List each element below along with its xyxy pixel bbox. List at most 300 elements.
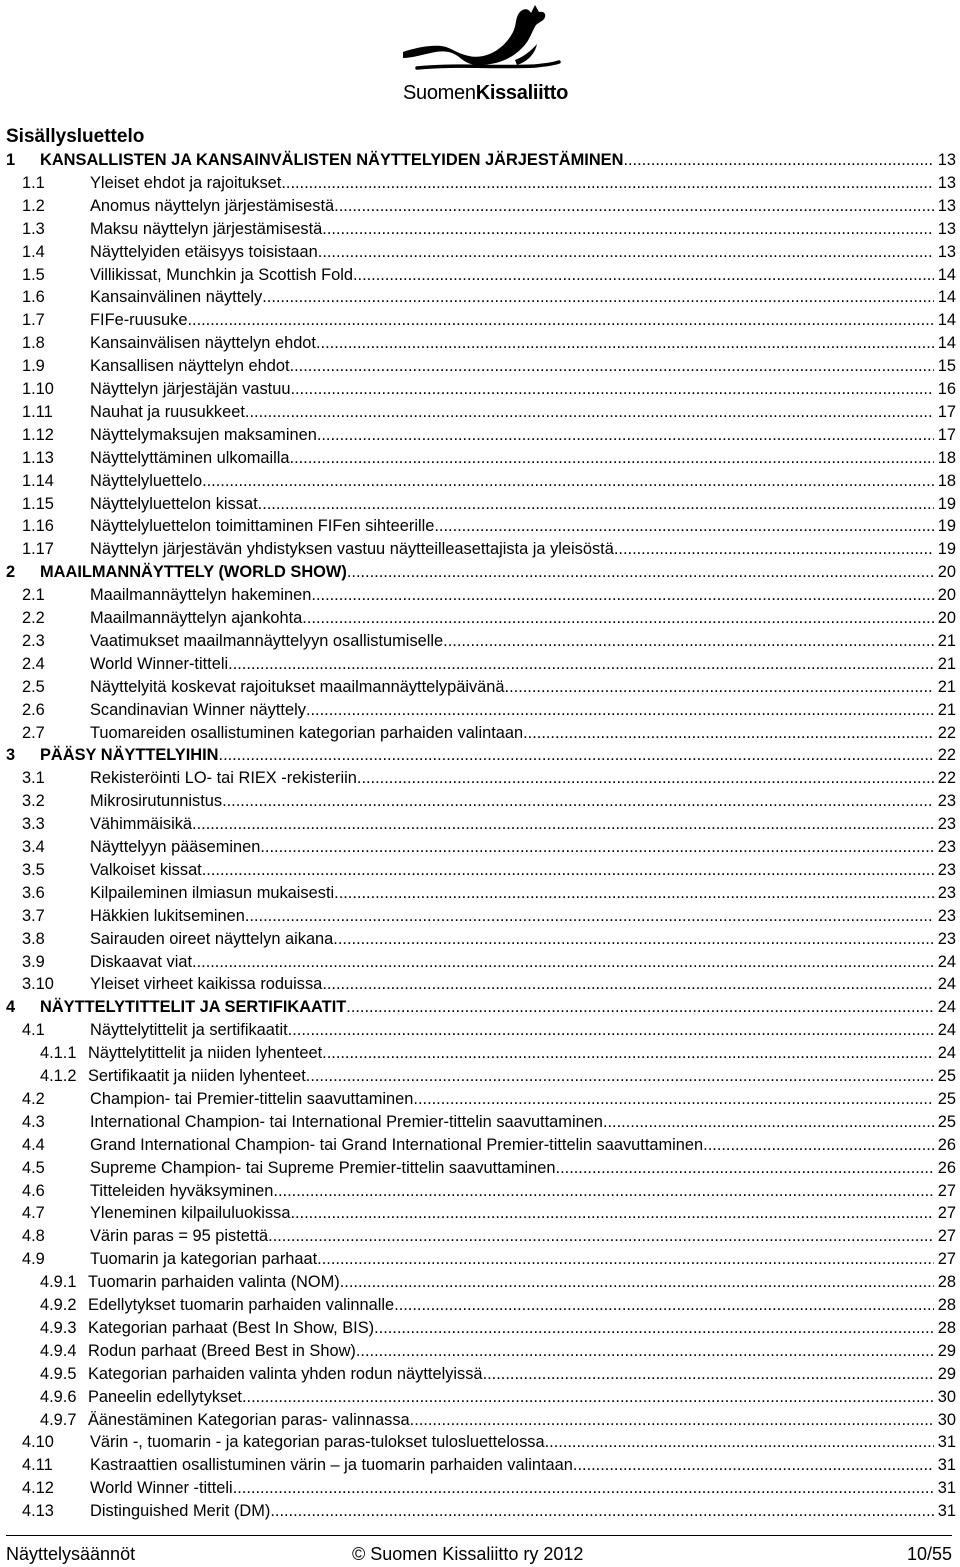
toc-entry-page: 17 — [937, 402, 956, 421]
toc-entry[interactable] — [0, 1477, 960, 1499]
toc-entry-title: Diskaavat viat — [90, 952, 193, 971]
toc-dot-leader — [374, 1317, 934, 1339]
toc-dot-leader — [357, 767, 934, 789]
toc-entry-title: Näyttelyyn pääseminen — [90, 838, 261, 856]
toc-entry[interactable] — [0, 286, 960, 308]
toc-entry-title: Kilpaileminen ilmiasun mukaisesti — [90, 883, 335, 902]
toc-entry-number: 1.3 — [22, 219, 45, 238]
toc-entry-title: Äänestäminen Kategorian paras- valinnassa — [88, 1410, 410, 1429]
toc-dot-leader — [222, 790, 934, 812]
toc-entry-title: Vähimmäisikä — [90, 815, 193, 834]
toc-entry-number: 4.13 — [22, 1502, 54, 1521]
toc-entry[interactable] — [0, 424, 960, 446]
toc-entry-title: Värin -, tuomarin - ja kategorian paras-tulokset tulosluettelossa — [90, 1433, 545, 1452]
toc-entry-page: 14 — [937, 265, 956, 284]
toc-dot-leader — [306, 699, 934, 721]
toc-entry-number: 4.9.1 — [40, 1273, 77, 1292]
toc-entry-number: 1.10 — [22, 380, 54, 398]
toc-dot-leader — [318, 241, 934, 263]
toc-dot-leader — [260, 836, 934, 858]
toc-dot-leader — [228, 653, 934, 675]
toc-entry[interactable] — [0, 1500, 960, 1522]
toc-entry-title: KANSALLISTEN JA KANSAINVÄLISTEN NÄYTTELYIDEN JÄRJESTÄMINEN — [40, 151, 624, 169]
toc-entry[interactable] — [0, 1019, 960, 1041]
toc-entry-title: Kansainvälinen näyttely — [90, 288, 263, 307]
toc-title: Sisällysluettelo — [6, 126, 145, 147]
toc-entry-page: 30 — [937, 1410, 956, 1429]
toc-entry-page: 22 — [937, 769, 956, 788]
toc-entry[interactable] — [0, 264, 960, 286]
toc-entry-title: Kansainvälisen näyttelyn ehdot — [90, 334, 316, 353]
toc-entry[interactable] — [0, 470, 960, 492]
toc-dot-leader — [483, 1363, 934, 1385]
toc-dot-leader — [302, 607, 934, 629]
toc-entry-number: 4.4 — [22, 1135, 45, 1154]
footer-page-number: 10/55 — [906, 1544, 952, 1564]
toc-dot-leader — [334, 882, 934, 904]
toc-dot-leader — [316, 332, 934, 354]
toc-entry-page: 27 — [937, 1204, 956, 1223]
toc-dot-leader — [434, 515, 934, 537]
toc-entry-title: Häkkien lukitseminen — [90, 906, 245, 925]
toc-entry[interactable] — [0, 1248, 960, 1270]
toc-dot-leader — [219, 744, 934, 766]
toc-entry-title: Rekisteröinti LO- tai RIEX -rekisteriin — [90, 769, 357, 788]
toc-dot-leader — [288, 1019, 934, 1041]
toc-dot-leader — [334, 195, 934, 217]
toc-entry-title: Mikrosirutunnistus — [90, 792, 223, 811]
toc-entry-title: Näyttelyitä koskevat rajoitukset maailmannäyttelypäivänä — [90, 677, 505, 696]
toc-entry-page: 28 — [937, 1296, 956, 1314]
toc-entry[interactable] — [0, 1340, 960, 1362]
toc-entry[interactable] — [0, 882, 960, 904]
toc-entry-number: 3.6 — [22, 883, 45, 902]
toc-dot-leader — [545, 1431, 934, 1453]
toc-entry-page: 24 — [937, 998, 956, 1017]
toc-entry-number: 3.10 — [22, 975, 54, 994]
toc-dot-leader — [245, 401, 934, 423]
toc-entry[interactable] — [0, 1157, 960, 1179]
toc-dot-leader — [233, 1477, 934, 1499]
toc-entry-number: 4.1.2 — [40, 1067, 77, 1085]
toc-entry-number: 2.3 — [22, 631, 45, 650]
toc-entry-number: 2.1 — [22, 586, 45, 605]
toc-dot-leader — [556, 1157, 934, 1179]
toc-entry-number: 4.7 — [22, 1204, 45, 1223]
toc-entry-number: 1.1 — [22, 173, 45, 192]
toc-entry-number: 2.5 — [22, 677, 45, 696]
toc-entry-number: 3 — [6, 746, 16, 765]
toc-dot-leader — [290, 1202, 934, 1224]
toc-entry-page: 22 — [937, 746, 956, 765]
toc-entry-title: Champion- tai Premier-tittelin saavuttaminen — [90, 1089, 414, 1108]
toc-entry-title: Näyttelymaksujen maksaminen — [90, 425, 317, 444]
toc-entry[interactable] — [0, 584, 960, 606]
toc-entry-page: 13 — [937, 151, 956, 169]
toc-entry[interactable] — [0, 1225, 960, 1247]
toc-entry-number: 4 — [6, 998, 16, 1017]
toc-entry-title: Näyttelyttäminen ulkomailla — [90, 448, 290, 467]
toc-entry[interactable] — [0, 996, 960, 1018]
toc-entry-title: MAAILMANNÄYTTELY (WORLD SHOW) — [40, 563, 347, 582]
toc-entry-title: Maksu näyttelyn järjestämisestä — [90, 219, 323, 238]
toc-dot-leader — [322, 973, 934, 995]
toc-dot-leader — [273, 1180, 934, 1202]
toc-entry[interactable] — [0, 538, 960, 560]
toc-entry-number: 4.9.3 — [40, 1318, 77, 1337]
toc-entry[interactable] — [0, 241, 960, 263]
toc-dot-leader — [322, 1042, 934, 1064]
toc-entry-title: Näyttelyluettelon kissat — [90, 494, 258, 513]
toc-entry-number: 1.6 — [22, 288, 45, 307]
toc-entry-number: 4.1.1 — [40, 1044, 77, 1063]
toc-entry-title: Rodun parhaat (Breed Best in Show) — [88, 1341, 356, 1360]
toc-entry[interactable] — [0, 1317, 960, 1339]
toc-entry-title: Sertifikaatit ja niiden lyhenteet — [88, 1067, 306, 1085]
toc-dot-leader — [322, 218, 934, 240]
toc-entry-page: 24 — [937, 1044, 956, 1063]
toc-entry-title: Maailmannäyttelyn ajankohta — [90, 609, 303, 627]
toc-entry-number: 1.5 — [22, 265, 45, 284]
toc-entry-number: 2.7 — [22, 723, 45, 742]
toc-dot-leader — [242, 1386, 934, 1408]
toc-entry-number: 1.2 — [22, 196, 45, 215]
footer-copyright: © Suomen Kissaliitto ry 2012 — [352, 1544, 584, 1564]
toc-entry-page: 18 — [937, 471, 956, 490]
toc-entry-page: 21 — [937, 677, 956, 696]
toc-entry[interactable] — [0, 218, 960, 240]
toc-dot-leader — [202, 859, 934, 881]
toc-entry[interactable] — [0, 195, 960, 217]
toc-entry-title: Näyttelytittelit ja niiden lyhenteet — [88, 1044, 323, 1063]
toc-entry[interactable] — [0, 859, 960, 881]
toc-dot-leader — [356, 1340, 934, 1362]
toc-dot-leader — [270, 1500, 934, 1522]
toc-entry-title: Valkoiset kissat — [90, 860, 202, 879]
toc-entry-number: 3.1 — [22, 769, 45, 788]
toc-entry-title: Paneelin edellytykset — [88, 1387, 242, 1406]
toc-entry-page: 26 — [937, 1135, 956, 1154]
toc-entry-title: Näyttelyluettelo — [90, 471, 203, 490]
toc-entry-number: 2.2 — [22, 609, 45, 627]
toc-entry-page: 17 — [937, 425, 956, 444]
toc-entry-number: 4.1 — [22, 1021, 45, 1040]
toc-entry-title: Villikissat, Munchkin ja Scottish Fold — [90, 265, 353, 284]
toc-entry-page: 18 — [937, 448, 956, 467]
toc-dot-leader — [290, 378, 934, 400]
toc-entry-number: 1.17 — [22, 540, 54, 559]
toc-entry-number: 4.9.6 — [40, 1387, 77, 1406]
toc-entry-number: 4.5 — [22, 1158, 45, 1177]
toc-entry-page: 28 — [937, 1318, 956, 1337]
toc-entry-number: 3.9 — [22, 952, 45, 971]
logo-wordmark: SuomenKissaliitto — [403, 82, 568, 104]
toc-dot-leader — [703, 1134, 934, 1156]
toc-entry[interactable] — [0, 1431, 960, 1453]
toc-entry-number: 3.7 — [22, 906, 45, 925]
toc-entry-number: 1.11 — [22, 402, 53, 421]
toc-entry-title: Kategorian parhaat (Best In Show, BIS) — [88, 1318, 375, 1337]
toc-entry[interactable] — [0, 1180, 960, 1202]
toc-entry-title: Sairauden oireet näyttelyn aikana — [90, 929, 334, 948]
toc-entry-title: Edellytykset tuomarin parhaiden valinnalle — [88, 1296, 395, 1314]
toc-dot-leader — [573, 1454, 934, 1476]
toc-entry-number: 1.9 — [22, 357, 45, 376]
toc-entry[interactable] — [0, 149, 960, 171]
toc-entry[interactable] — [0, 493, 960, 515]
toc-entry-number: 4.11 — [22, 1456, 53, 1475]
toc-entry[interactable] — [0, 951, 960, 973]
toc-entry[interactable] — [0, 172, 960, 194]
toc-entry-number: 1.12 — [22, 425, 54, 444]
toc-entry-title: Anomus näyttelyn järjestämisestä — [90, 196, 335, 215]
toc-entry-page: 24 — [937, 952, 956, 971]
toc-entry-page: 19 — [937, 494, 956, 513]
toc-entry-number: 3.4 — [22, 838, 45, 856]
toc-entry-page: 31 — [937, 1502, 956, 1521]
toc-dot-leader — [333, 928, 934, 950]
toc-entry[interactable] — [0, 722, 960, 744]
toc-entry[interactable] — [0, 1111, 960, 1133]
toc-entry-page: 13 — [937, 242, 956, 261]
toc-entry-page: 13 — [937, 219, 956, 238]
toc-dot-leader — [410, 1409, 934, 1431]
toc-entry-page: 25 — [937, 1067, 956, 1085]
toc-entry-number: 1.15 — [22, 494, 54, 513]
toc-entry-number: 4.9.2 — [40, 1296, 77, 1314]
toc-entry[interactable] — [0, 767, 960, 789]
toc-dot-leader — [353, 264, 934, 286]
toc-dot-leader — [346, 996, 934, 1018]
toc-entry-title: FIFe-ruusuke — [90, 311, 188, 330]
toc-entry-page: 30 — [937, 1387, 956, 1406]
toc-entry-page: 14 — [937, 334, 956, 353]
toc-entry[interactable] — [0, 355, 960, 377]
toc-entry[interactable] — [0, 928, 960, 950]
toc-dot-leader — [290, 447, 934, 469]
toc-entry-title: Värin paras = 95 pistettä — [90, 1227, 269, 1246]
toc-entry[interactable] — [0, 1386, 960, 1408]
toc-entry-number: 1.13 — [22, 448, 54, 467]
toc-entry-page: 21 — [937, 654, 956, 673]
toc-entry-number: 1.8 — [22, 334, 45, 353]
toc-entry-title: Vaatimukset maailmannäyttelyyn osallistumiselle — [90, 631, 444, 650]
toc-entry-number: 1.14 — [22, 471, 54, 490]
toc-entry[interactable] — [0, 561, 960, 583]
toc-entry-title: Näyttelyluettelon toimittaminen FIFen sihteerille — [90, 517, 435, 536]
toc-entry-number: 2.4 — [22, 654, 45, 673]
toc-entry-title: World Winner-titteli — [90, 654, 229, 673]
toc-entry-title: Yleiset ehdot ja rajoitukset — [90, 173, 282, 192]
toc-entry-page: 23 — [937, 860, 956, 879]
toc-dot-leader — [245, 905, 934, 927]
toc-entry[interactable] — [0, 1454, 960, 1476]
toc-entry[interactable] — [0, 699, 960, 721]
toc-entry-page: 25 — [937, 1089, 956, 1108]
toc-entry[interactable] — [0, 1363, 960, 1385]
toc-entry-title: Supreme Champion- tai Supreme Premier-tittelin saavuttaminen — [90, 1158, 556, 1177]
toc-entry-page: 23 — [937, 792, 956, 811]
toc-entry-page: 25 — [937, 1112, 956, 1131]
toc-entry-number: 4.12 — [22, 1479, 54, 1498]
toc-dot-leader — [317, 424, 934, 446]
toc-entry-number: 4.10 — [22, 1433, 54, 1452]
toc-entry-page: 14 — [937, 288, 956, 307]
toc-dot-leader — [623, 149, 934, 171]
toc-entry-page: 21 — [937, 631, 956, 650]
toc-dot-leader — [347, 561, 934, 583]
toc-entry[interactable] — [0, 813, 960, 835]
toc-dot-leader — [262, 286, 934, 308]
toc-entry-number: 4.9.5 — [40, 1364, 77, 1383]
toc-dot-leader — [192, 813, 934, 835]
toc-entry[interactable] — [0, 630, 960, 652]
toc-entry[interactable] — [0, 309, 960, 331]
toc-dot-leader — [614, 538, 934, 560]
toc-dot-leader — [311, 584, 934, 606]
page-footer — [6, 1535, 952, 1567]
toc-entry-title: Nauhat ja ruusukkeet — [90, 402, 245, 421]
toc-entry[interactable] — [0, 1042, 960, 1064]
toc-entry-title: Yleneminen kilpailuluokissa — [90, 1204, 291, 1223]
toc-entry-page: 23 — [937, 906, 956, 925]
toc-entry-page: 19 — [937, 517, 956, 536]
toc-entry-page: 20 — [937, 609, 956, 627]
toc-entry-title: Tuomarin ja kategorian parhaat — [90, 1250, 318, 1269]
toc-entry[interactable] — [0, 1409, 960, 1431]
toc-entry-page: 31 — [937, 1456, 956, 1475]
toc-entry-number: 1 — [6, 151, 16, 169]
toc-entry-title: Näyttelyiden etäisyys toisistaan — [90, 242, 318, 261]
toc-entry-title: Maailmannäyttelyn hakeminen — [90, 586, 312, 605]
toc-dot-leader — [281, 172, 934, 194]
toc-entry[interactable] — [0, 1271, 960, 1293]
toc-entry-title: Tuomareiden osallistuminen kategorian parhaiden valintaan — [90, 723, 524, 742]
toc-dot-leader — [523, 722, 934, 744]
toc-entry-title: Näyttelytittelit ja sertifikaatit — [90, 1021, 288, 1040]
toc-entry-number: 4.9 — [22, 1250, 45, 1269]
toc-entry-page: 28 — [937, 1273, 956, 1292]
toc-entry-title: World Winner -titteli — [90, 1479, 233, 1498]
toc-entry-page: 19 — [937, 540, 956, 559]
toc-entry[interactable] — [0, 378, 960, 400]
toc-entry[interactable] — [0, 1134, 960, 1156]
toc-entry-number: 4.6 — [22, 1181, 45, 1200]
toc-entry-page: 31 — [937, 1479, 956, 1498]
toc-entry-number: 4.9.4 — [40, 1341, 77, 1360]
toc-entry-page: 16 — [937, 380, 956, 398]
toc-entry-title: PÄÄSY NÄYTTELYIHIN — [40, 746, 219, 765]
toc-entry-number: 1.16 — [22, 517, 54, 536]
toc-entry[interactable] — [0, 653, 960, 675]
toc-entry-title: Scandinavian Winner näyttely — [90, 700, 306, 719]
toc-entry-title: International Champion- tai International Premier-tittelin saavuttaminen — [90, 1112, 603, 1131]
toc-entry-page: 14 — [937, 311, 956, 330]
toc-entry-title: Grand International Champion- tai Grand International Premier-tittelin saavuttaminen — [90, 1135, 704, 1154]
toc-entry-page: 20 — [937, 586, 956, 605]
toc-entry-title: Yleiset virheet kaikissa roduissa — [90, 975, 323, 994]
toc-dot-leader — [202, 470, 934, 492]
toc-dot-leader — [340, 1271, 934, 1293]
toc-entry[interactable] — [0, 676, 960, 698]
toc-entry-number: 2 — [6, 563, 16, 582]
toc-entry-page: 24 — [937, 1021, 956, 1040]
toc-entry-number: 1.7 — [22, 311, 45, 330]
footer-document-name: Näyttelysäännöt — [6, 1544, 136, 1564]
toc-dot-leader — [187, 309, 934, 331]
toc-entry-number: 4.2 — [22, 1089, 45, 1108]
toc-entry-page: 13 — [937, 196, 956, 215]
toc-entry-number: 4.9.7 — [40, 1410, 77, 1429]
toc-entry-page: 23 — [937, 838, 956, 856]
toc-entry-page: 27 — [937, 1227, 956, 1246]
toc-entry[interactable] — [0, 1294, 960, 1316]
toc-entry-page: 20 — [937, 563, 956, 582]
toc-entry-title: Kansallisen näyttelyn ehdot — [90, 357, 290, 376]
toc-entry-page: 21 — [937, 700, 956, 719]
toc-entry-page: 15 — [937, 357, 956, 376]
toc-entry[interactable] — [0, 973, 960, 995]
toc-entry-page: 22 — [937, 723, 956, 742]
toc-entry[interactable] — [0, 515, 960, 537]
toc-dot-leader — [258, 493, 934, 515]
toc-entry[interactable] — [0, 1065, 960, 1087]
toc-entry-number: 1.4 — [22, 242, 45, 261]
toc-entry[interactable] — [0, 744, 960, 766]
toc-entry[interactable] — [0, 401, 960, 423]
toc-entry-title: NÄYTTELYTITTELIT JA SERTIFIKAATIT — [40, 998, 347, 1017]
toc-entry[interactable] — [0, 905, 960, 927]
toc-entry-number: 3.2 — [22, 792, 45, 811]
logo — [395, 2, 568, 106]
toc-dot-leader — [505, 676, 934, 698]
toc-entry[interactable] — [0, 790, 960, 812]
toc-entry-title: Tuomarin parhaiden valinta (NOM) — [88, 1273, 340, 1292]
toc-entry-title: Titteleiden hyväksyminen — [90, 1181, 274, 1200]
toc-entry[interactable] — [0, 1088, 960, 1110]
toc-dot-leader — [290, 355, 934, 377]
toc-dot-leader — [603, 1111, 934, 1133]
toc-dot-leader — [306, 1065, 934, 1087]
toc-entry[interactable] — [0, 836, 960, 858]
toc-entry-page: 23 — [937, 883, 956, 902]
toc-entry-page: 26 — [937, 1158, 956, 1177]
toc-entry-number: 4.8 — [22, 1227, 45, 1246]
toc-entry-page: 29 — [937, 1364, 956, 1383]
toc-entry-number: 3.3 — [22, 815, 45, 834]
toc-entry-page: 27 — [937, 1181, 956, 1200]
toc-entry[interactable] — [0, 447, 960, 469]
toc-entry-number: 3.8 — [22, 929, 45, 948]
toc-entry-page: 24 — [937, 975, 956, 994]
toc-entry-page: 27 — [937, 1250, 956, 1269]
toc-entry[interactable] — [0, 1202, 960, 1224]
toc-entry-title: Näyttelyn järjestävän yhdistyksen vastuu näytteilleasettajista ja yleisöstä — [90, 540, 614, 559]
toc-entry[interactable] — [0, 332, 960, 354]
toc-dot-leader — [317, 1248, 934, 1270]
toc-entry-number: 3.5 — [22, 860, 45, 879]
toc-entry-page: 23 — [937, 815, 956, 834]
toc-entry[interactable] — [0, 607, 960, 629]
toc-entry-title: Distinguished Merit (DM) — [90, 1502, 271, 1521]
toc-entry-title: Kategorian parhaiden valinta yhden rodun näyttelyissä — [88, 1364, 483, 1383]
toc-entry-number: 2.6 — [22, 700, 45, 719]
toc-entry-number: 4.3 — [22, 1112, 45, 1131]
toc-dot-leader — [413, 1088, 934, 1110]
toc-dot-leader — [443, 630, 934, 652]
toc-entry-title: Näyttelyn järjestäjän vastuu — [90, 380, 291, 398]
toc-entry-title: Kastraattien osallistuminen värin – ja tuomarin parhaiden valintaan — [90, 1456, 573, 1475]
